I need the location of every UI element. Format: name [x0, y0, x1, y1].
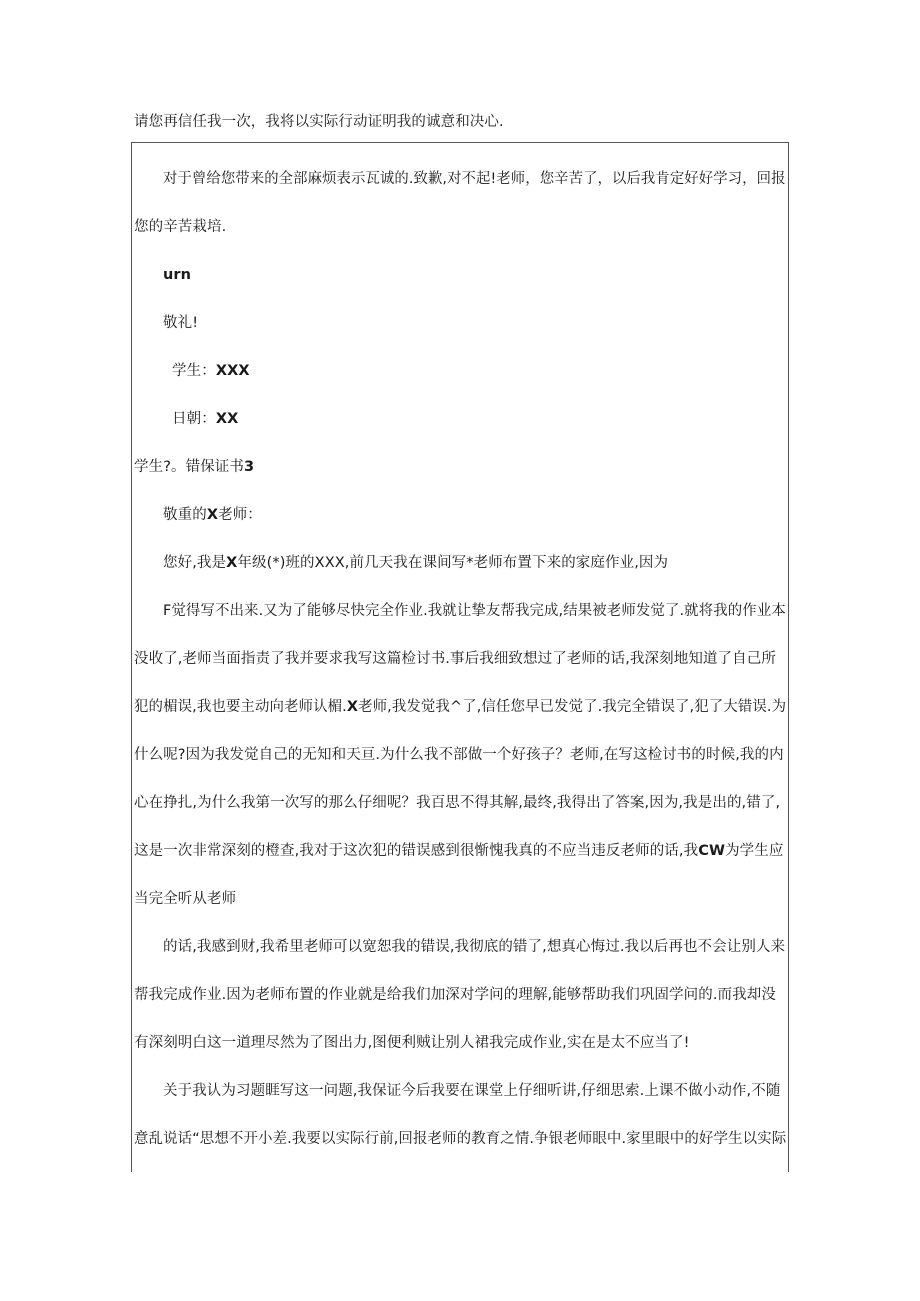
paragraph-3-line-3: 有深刻明白这一道理尽然为了图出力,图便利贼让别人裙我完成作业,实在是太不应当了!: [134, 1035, 690, 1051]
body-line-7: 当完全听从老师: [134, 891, 237, 907]
body-line-2: 没收了,老师当面指责了我并要求我写这篇检讨书.事后我细致想过了老师的话,我深刻地知道了自己所: [134, 651, 776, 667]
greeting-suffix: 老师：: [218, 507, 262, 523]
section-title-number: 3: [244, 459, 255, 475]
paragraph-3-line-1: 的话,我感到财,我希里老师可以宽恕我的错误,我彻底的错了,想真心悔过.我以后再也不会让别人来: [163, 939, 786, 955]
date-label: 日朝：: [172, 411, 216, 427]
body-line-6-prefix: 这是一次非常深刻的橙查,我对于这次犯的错误感到很惭愧我真的不应当违反老师的话,我: [134, 843, 699, 859]
student-label: 学生：: [172, 363, 216, 379]
body-line-6-suffix: 为学生应: [725, 843, 784, 859]
student-signature: [172, 361, 250, 381]
salute: 敬礼!: [163, 315, 199, 331]
paragraph-4-line-1: 关于我认为习题睚写这一问题,我保证今后我要在课堂上仔细听讲,仔细思索.上课不做小动作,不随: [163, 1083, 781, 1099]
paragraph-1-line-1: 对于曾给您带来的全部麻烦表示瓦诚的.致歉,对不起!老师，您辛苦了，以后我肯定好好学习，回报: [163, 171, 786, 187]
paragraph-3-line-2: 帮我完成作业.因为老师布置的作业就是给我们加深对学问的理解,能够帮助我们巩固学问的.而我却没: [134, 987, 776, 1003]
urn-text: urn: [163, 267, 192, 283]
student-value: XXX: [215, 363, 250, 379]
body-line-3-prefix: 犯的楣误,我也要主动向老师认楣.: [134, 699, 347, 715]
intro-x: X: [226, 555, 238, 571]
body-line-3-x: X: [346, 699, 359, 715]
section-title-text: 学生?。错保证书: [134, 459, 244, 475]
greeting-x: X: [206, 507, 219, 523]
top-line: 请您再信任我一次，我将以实际行动证明我的诚意和决心.: [134, 114, 504, 130]
intro-line: [163, 553, 668, 573]
greeting: [163, 505, 262, 525]
body-line-4: 什么呢?因为我发觉自己的无知和天亘.为什么我不部做一个好孩子？老师,在写这检讨书的时候,我的内: [134, 747, 784, 763]
section-title: [134, 457, 254, 477]
body-line-6: [134, 841, 783, 861]
intro-suffix: 年级(*)班的XXX,前几天我在课间写*老师布置下来的家庭作业,因为: [237, 555, 669, 571]
date-value: XX: [215, 411, 239, 427]
body-line-3: [134, 697, 786, 717]
body-line-1: F觉得写不出来.又为了能够尽快完全作业.我就让挚友帮我完成,结果被老师发觉了.就将我的作业本: [163, 603, 786, 619]
body-line-3-suffix: 老师,我发觉我^了,信任您早已发觉了.我完全错误了,犯了大错误.为: [358, 699, 787, 715]
body-line-5: 心在挣扎,为什么我第一次写的那么仔细呢？我百思不得其解,最终,我得出了答案,因为,我是出的,错了,: [134, 795, 781, 811]
greeting-prefix: 敬重的: [163, 507, 207, 523]
date-signature: [172, 409, 238, 429]
body-line-6-cw: CW: [698, 843, 726, 859]
intro-prefix: 您好,我是: [163, 555, 227, 571]
paragraph-4-line-2: 意乱说话“思想不开小差.我要以实际行前,回报老师的教育之情.争银老师眼中.家里眼中的好学生以实际: [134, 1131, 787, 1147]
paragraph-1-line-2: 您的辛苦栽培.: [134, 219, 227, 235]
